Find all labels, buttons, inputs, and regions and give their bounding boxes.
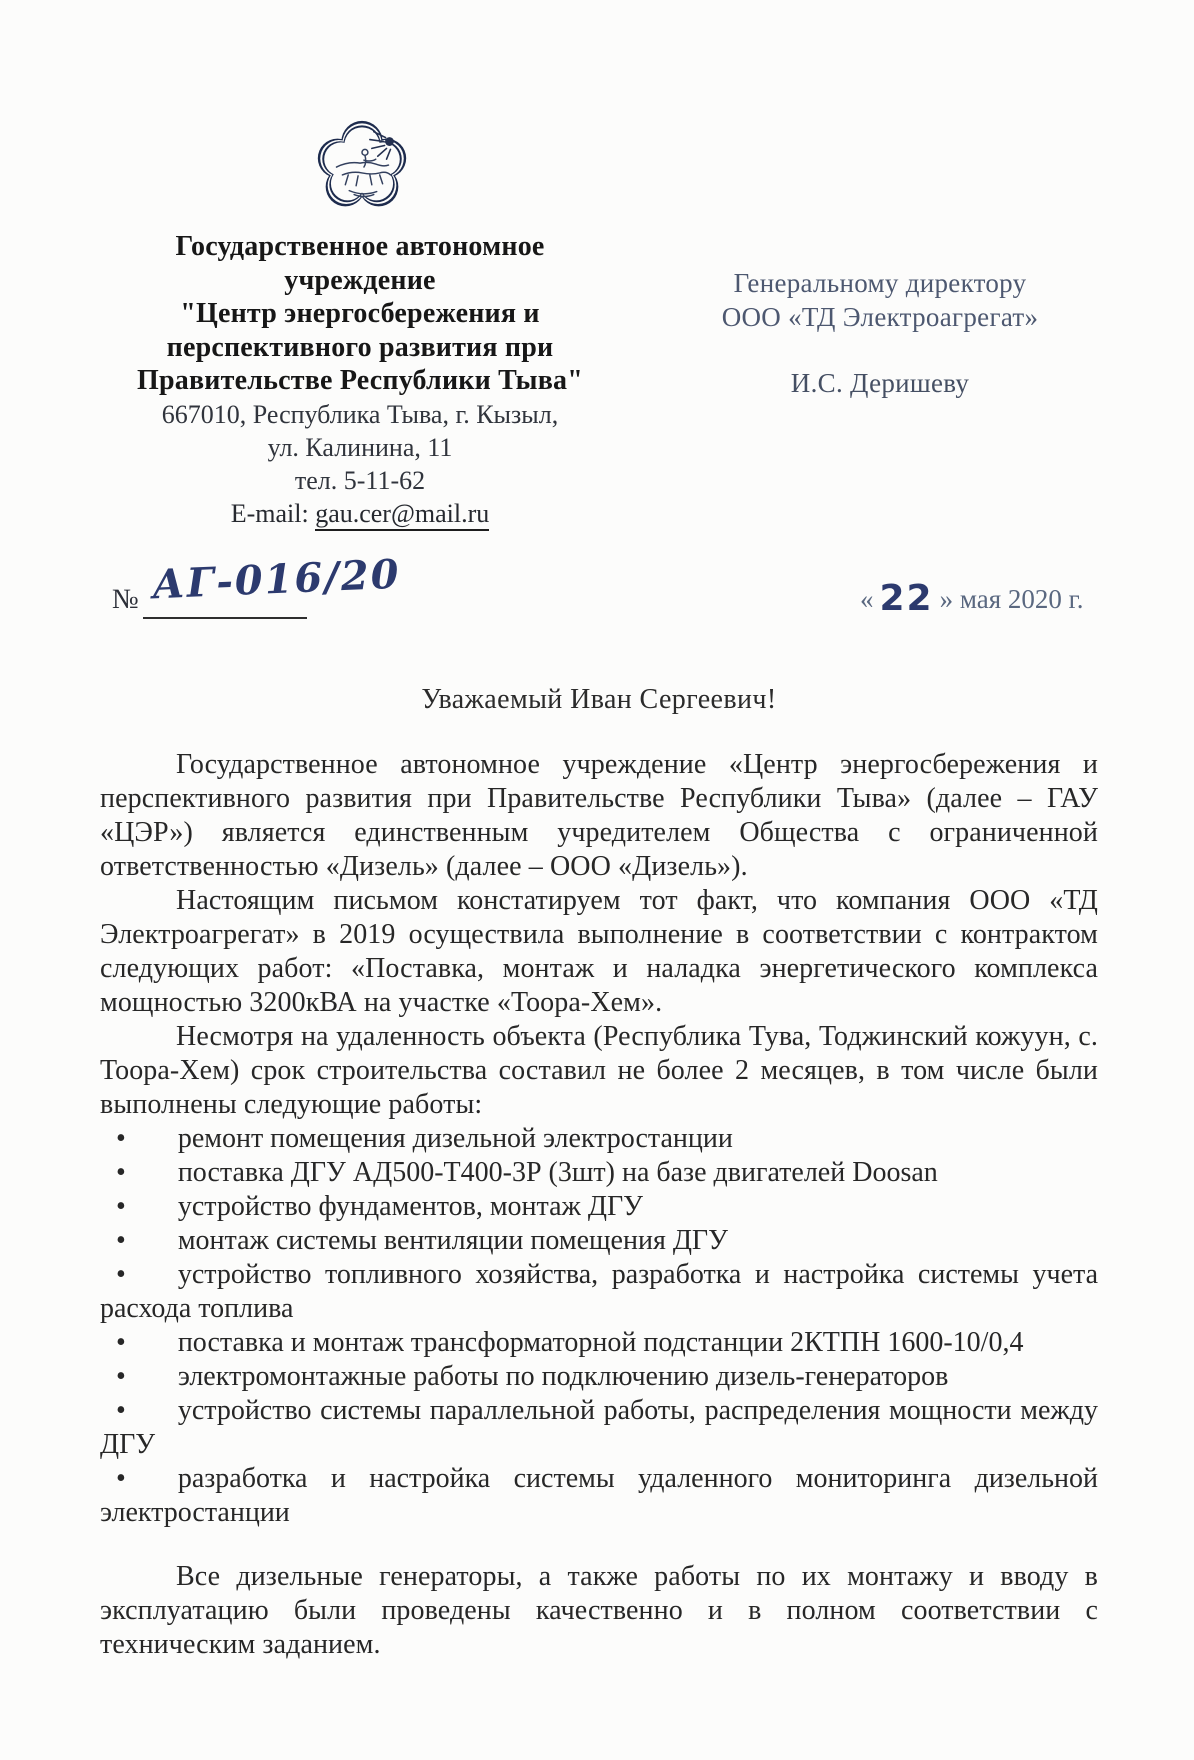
list-item-text: поставка и монтаж трансформаторной подстанции 2КТПН 1600-10/0,4 [177,1327,1024,1358]
reference-number-handwritten: АГ-016/20 [151,550,402,609]
date-suffix: » мая 2020 г. [939,584,1084,614]
bullet-icon: • [116,1225,126,1256]
list-item [100,1360,1098,1394]
list-item-text: ремонт помещения дизельной электростанции [177,1123,733,1154]
reference-underline [143,617,307,619]
salutation: Уважаемый Иван Сергеевич! [421,684,777,715]
recipient-block [698,266,1062,400]
org-email-line [110,497,610,530]
tuva-emblem-horseman-icon [302,116,422,224]
bullet-icon: • [116,1327,126,1358]
email-link[interactable]: gau.cer@mail.ru [315,499,489,531]
list-item [100,1122,1098,1156]
list-item [100,1156,1098,1190]
list-item-text: устройство системы параллельной работы, распределения мощности между ДГУ [100,1395,1098,1460]
paragraph: Государственное автономное учреждение «Центр энергосбережения и перспективного развития при Правительстве Республики Тыва» (далее – ГАУ «ЦЭР») является единственным учредителем Общества с ограниченной ответственностью «Дизель» (далее – ООО «Дизель»). [100,749,1098,882]
recipient-position-line2: ООО «ТД Электроагрегат» [721,302,1039,332]
org-name-line: "Центр энергосбережения и [180,298,540,329]
list-item-text: электромонтажные работы по подключению дизель-генераторов [177,1361,949,1392]
org-name-line: перспективного развития при [166,331,554,363]
date-day-handwritten: 22 [879,578,934,619]
list-item [100,1190,1098,1224]
list-item-text: устройство фундаментов, монтаж ДГУ [177,1191,643,1222]
recipient-position-line1: Генеральному директору [733,268,1027,298]
bullet-icon: • [116,1123,126,1154]
org-name-line: Государственное автономное [175,231,545,262]
bullet-icon: • [116,1157,126,1188]
org-name-line: учреждение [284,264,436,296]
bullet-icon: • [116,1191,126,1222]
list-item [100,1224,1098,1258]
reference-number-sign: № [112,584,139,615]
list-item [100,1462,1098,1530]
list-item [100,1394,1098,1462]
org-name-line: Правительстве Республики Тыва" [137,365,583,396]
letterhead [110,230,610,530]
paragraph: Все дизельные генераторы, а также работы по их монтажу и вводу в эксплуатацию были проведены качественно и в полном соответствии с техническим заданием. [100,1561,1098,1660]
list-item-text: устройство топливного хозяйства, разработка и настройка системы учета расхода топлива [100,1259,1098,1324]
org-address-line1: 667010, Республика Тыва, г. Кызыл, [161,399,559,429]
bullet-icon: • [116,1259,126,1290]
date-open-quote: « [860,584,874,614]
list-item-text: монтаж системы вентиляции помещения ДГУ [177,1225,728,1256]
date-line [860,576,1160,617]
list-item-text: поставка ДГУ АД500-Т400-3Р (3шт) на базе двигателей Doosan [177,1157,938,1188]
letter-body [100,684,1098,1662]
bullet-icon: • [116,1395,126,1426]
bullet-icon: • [116,1361,126,1392]
paragraph: Настоящим письмом констатируем тот факт, что компания ООО «ТД Электроагрегат» в 2019 осуществила выполнение в соответствии с контрактом следующих работ: «Поставка, монтаж и наладка энергетического комплекса мощностью 3200кВА на участке «Тоора-Хем». [100,885,1098,1018]
paragraph: Несмотря на удаленность объекта (Республика Тува, Тоджинский кожуун, с. Тоора-Хем) срок строительства составил не более 2 месяцев, в том числе были выполнены следующие работы: [100,1021,1098,1120]
bullet-icon: • [116,1463,126,1494]
email-label: E-mail: [230,498,316,528]
org-address-line2: ул. Калинина, 11 [267,432,453,462]
list-item [100,1326,1098,1360]
recipient-name: И.С. Деришеву [790,368,970,398]
list-item [100,1258,1098,1326]
list-item-text: разработка и настройка системы удаленного мониторинга дизельной электростанции [100,1463,1098,1528]
org-phone: тел. 5-11-62 [294,465,426,495]
